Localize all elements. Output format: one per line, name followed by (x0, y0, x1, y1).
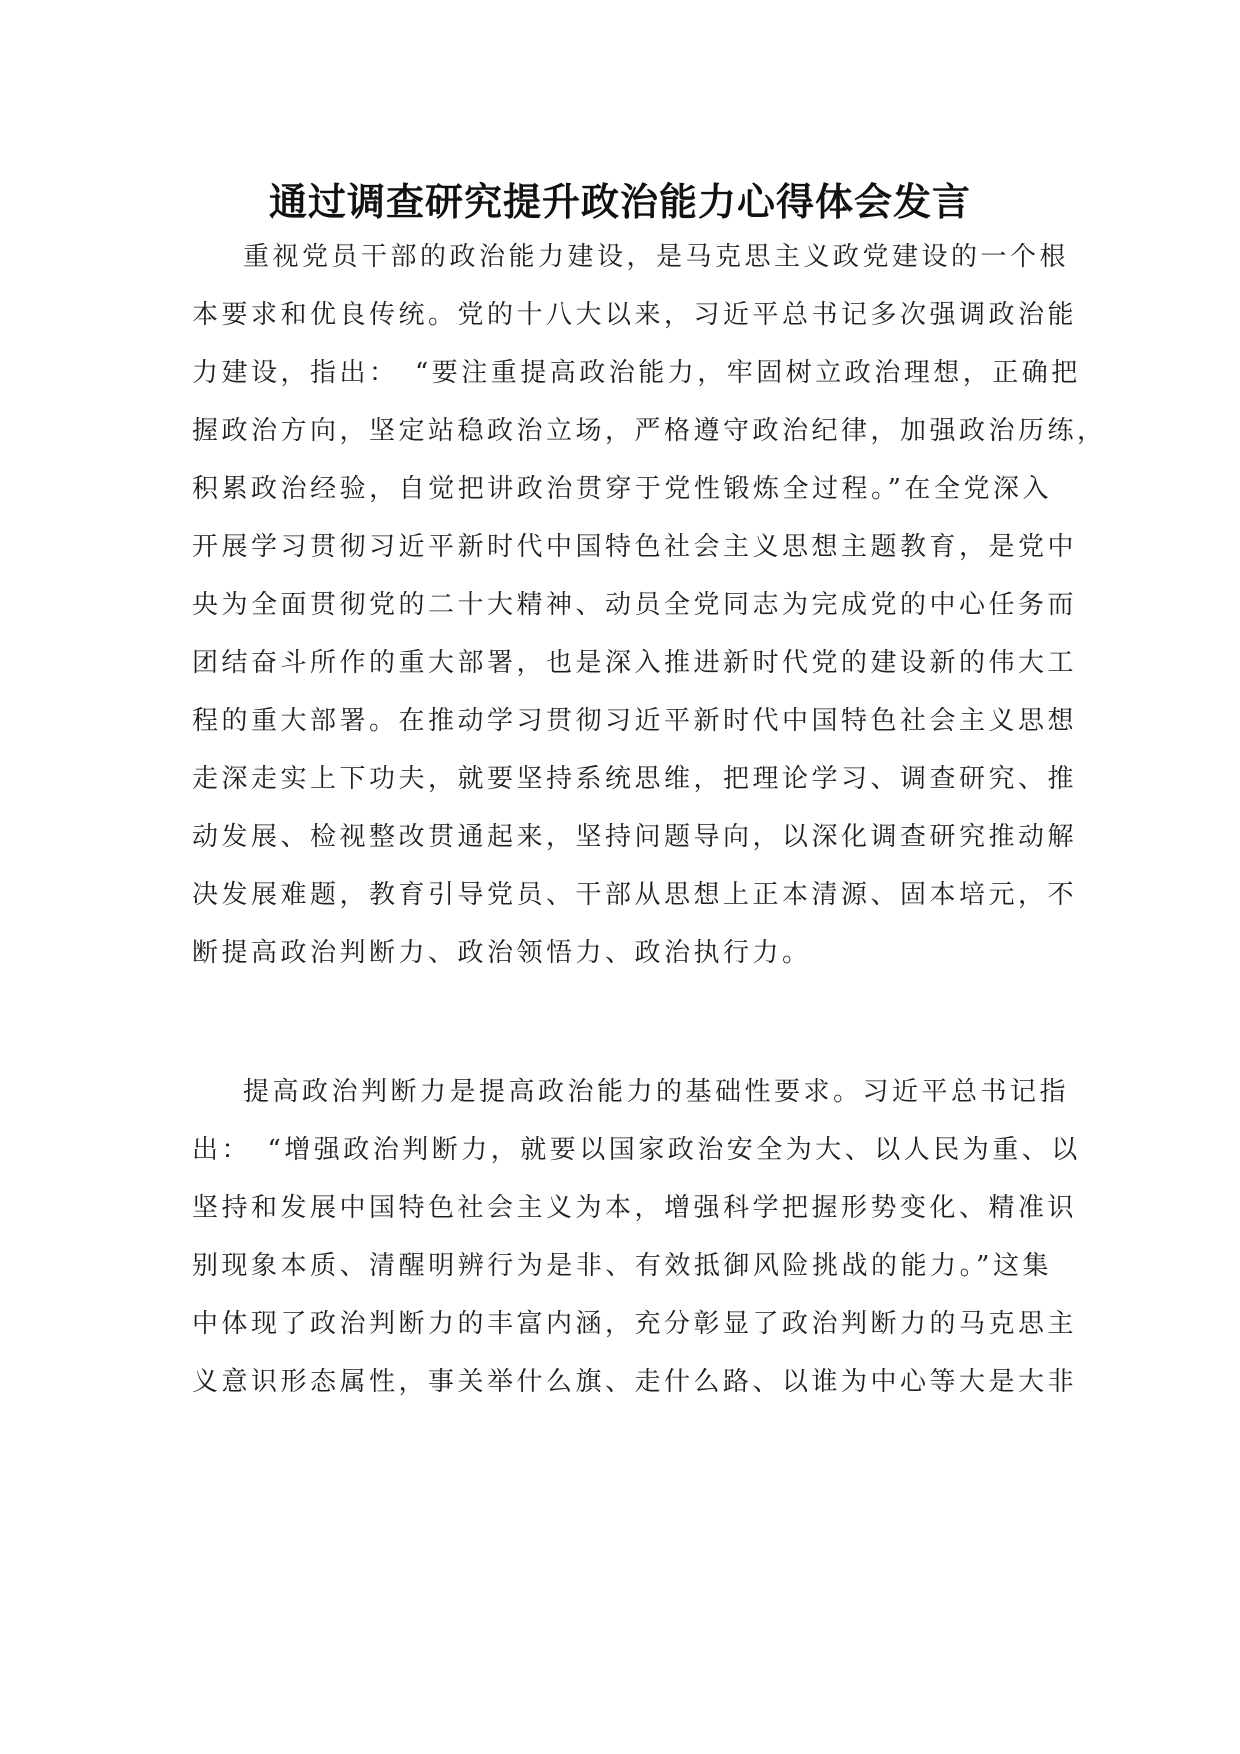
paragraph-2 (192, 1063, 1081, 1411)
paragraph-line: 走深走实上下功夫，就要坚持系统思维，把理论学习、调查研究、推 (192, 764, 1078, 794)
paragraph-line: 程的重大部署。在推动学习贯彻习近平新时代中国特色社会主义思想 (192, 706, 1078, 736)
paragraph-line: 本要求和优良传统。党的十八大以来，习近平总书记多次强调政治能 (192, 300, 1078, 330)
paragraph-line: 重视党员干部的政治能力建设，是马克思主义政党建设的一个根 (243, 242, 1070, 272)
paragraph-line: 提高政治判断力是提高政治能力的基础性要求。习近平总书记指 (243, 1077, 1070, 1107)
paragraph-line: 中体现了政治判断力的丰富内涵，充分彰显了政治判断力的马克思主 (192, 1309, 1078, 1339)
paragraph-line: 义意识形态属性，事关举什么旗、走什么路、以谁为中心等大是大非 (192, 1367, 1078, 1397)
paragraph-line: 开展学习贯彻习近平新时代中国特色社会主义思想主题教育，是党中 (192, 532, 1078, 562)
paragraph-line: 动发展、检视整改贯通起来，坚持问题导向，以深化调查研究推动解 (192, 822, 1078, 852)
paragraph-1 (192, 228, 1107, 982)
paragraph-line: 断提高政治判断力、政治领悟力、政治执行力。 (192, 938, 812, 968)
document-title: 通过调查研究提升政治能力心得体会发言 (268, 179, 971, 224)
paragraph-line: 出： “增强政治判断力，就要以国家政治安全为大、以人民为重、以 (192, 1135, 1081, 1165)
paragraph-line: 团结奋斗所作的重大部署，也是深入推进新时代党的建设新的伟大工 (192, 648, 1078, 678)
paragraph-line: 决发展难题，教育引导党员、干部从思想上正本清源、固本培元，不 (192, 880, 1078, 910)
paragraph-line: 握政治方向，坚定站稳政治立场，严格遵守政治纪律，加强政治历练， (192, 416, 1107, 446)
paragraph-line: 力建设，指出： “要注重提高政治能力，牢固树立政治理想，正确把 (192, 358, 1081, 388)
paragraph-line: 积累政治经验，自觉把讲政治贯穿于党性锻炼全过程。”在全党深入 (192, 474, 1052, 504)
paragraph-line: 坚持和发展中国特色社会主义为本，增强科学把握形势变化、精准识 (192, 1193, 1078, 1223)
paragraph-line: 央为全面贯彻党的二十大精神、动员全党同志为完成党的中心任务而 (192, 590, 1078, 620)
paragraph-line: 别现象本质、清醒明辨行为是非、有效抵御风险挑战的能力。”这集 (192, 1251, 1052, 1281)
